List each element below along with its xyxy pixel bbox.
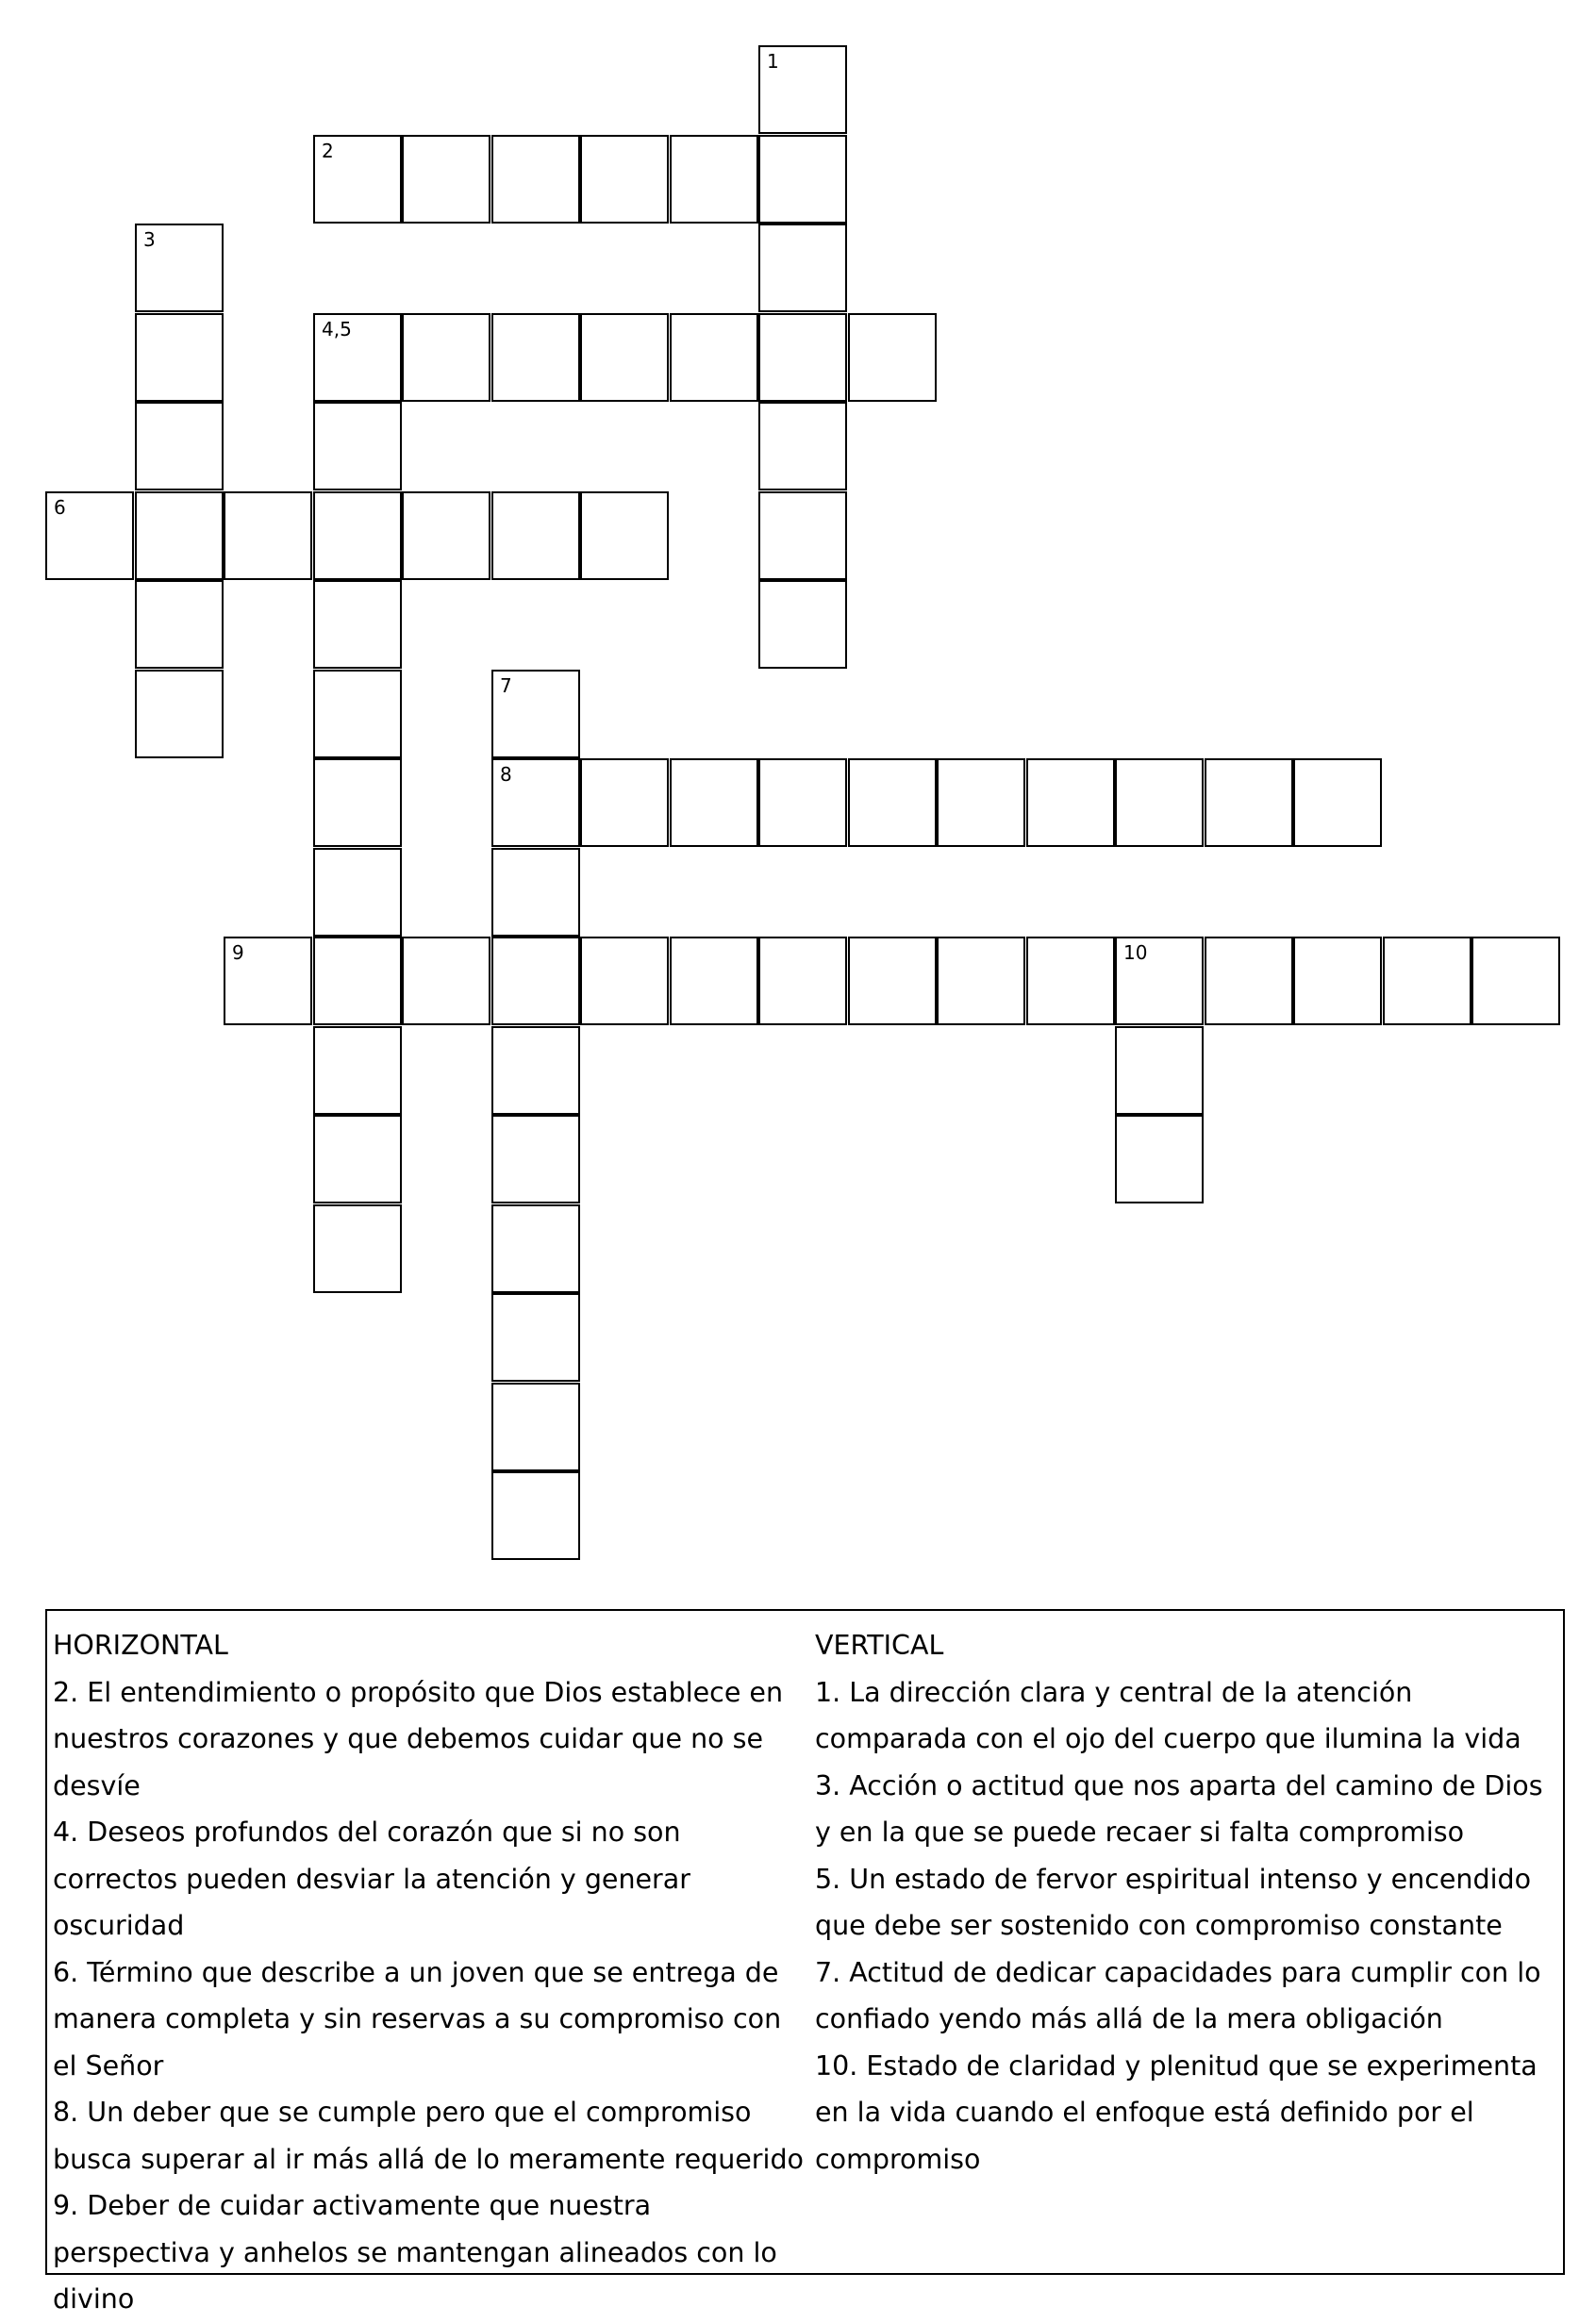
grid-cell[interactable] [402,937,490,1025]
grid-cell[interactable] [758,937,847,1025]
grid-cell[interactable] [848,758,937,847]
vertical-clues [815,1622,1562,2182]
grid-cell[interactable] [313,937,402,1025]
grid-cell[interactable] [758,224,847,312]
grid-cell[interactable] [491,758,580,847]
clue-number: 3 [143,228,156,251]
grid-cell[interactable] [758,580,847,669]
clue-horizontal-2: 2. El entendimiento o propósito que Dios establece en nuestros corazones y que debemos cuidar que no se desvíe [53,1676,784,1801]
clue-horizontal-4: 4. Deseos profundos del corazón que si no son correctos pueden desviar la atención y generar oscuridad [53,1817,690,1941]
vertical-heading: VERTICAL [815,1630,944,1661]
clue-vertical-5: 5. Un estado de fervor espiritual intenso y encendido que debe ser sostenido con compromiso constante [815,1863,1532,1941]
grid-cell[interactable] [937,758,1025,847]
grid-cell[interactable] [848,313,937,402]
grid-cell[interactable] [135,670,224,758]
grid-cell[interactable] [491,670,580,758]
clue-number: 7 [500,674,512,697]
grid-cell[interactable] [670,135,758,224]
grid-cell[interactable] [491,848,580,937]
clue-number: 9 [232,941,244,964]
grid-cell[interactable] [402,491,490,580]
grid-cell[interactable] [1026,758,1115,847]
clue-vertical-10: 10. Estado de claridad y plenitud que se experimenta en la vida cuando el enfoque está definido por el compromiso [815,2049,1538,2175]
clue-horizontal-8: 8. Un deber que se cumple pero que el compromiso busca superar al ir más allá de lo meramente requerido [53,2097,804,2175]
grid-cell[interactable] [1471,937,1560,1025]
horizontal-clues [53,1622,807,2323]
grid-cell[interactable] [313,1204,402,1293]
grid-cell[interactable] [580,937,669,1025]
grid-cell[interactable] [313,135,402,224]
grid-cell[interactable] [491,1471,580,1560]
grid-cell[interactable] [491,1204,580,1293]
grid-cell[interactable] [45,491,134,580]
grid-cell[interactable] [491,937,580,1025]
grid-cell[interactable] [580,135,669,224]
grid-cell[interactable] [313,848,402,937]
grid-cell[interactable] [402,135,490,224]
grid-cell[interactable] [1115,1115,1204,1203]
clue-number: 8 [500,763,512,786]
clue-number: 1 [767,50,779,73]
grid-cell[interactable] [670,313,758,402]
grid-cell[interactable] [1115,937,1204,1025]
clue-number: 6 [54,496,66,519]
grid-cell[interactable] [491,1115,580,1203]
horizontal-heading: HORIZONTAL [53,1630,228,1661]
grid-cell[interactable] [224,937,312,1025]
grid-cell[interactable] [758,491,847,580]
grid-cell[interactable] [1383,937,1471,1025]
grid-cell[interactable] [313,313,402,402]
clue-vertical-3: 3. Acción o actitud que nos aparta del camino de Dios y en la que se puede recaer si falta compromiso [815,1769,1543,1848]
grid-cell[interactable] [1293,937,1382,1025]
grid-cell[interactable] [758,45,847,134]
grid-cell[interactable] [670,758,758,847]
grid-cell[interactable] [491,1026,580,1115]
grid-cell[interactable] [1026,937,1115,1025]
grid-cell[interactable] [313,1026,402,1115]
clue-horizontal-6: 6. Término que describe a un joven que se entrega de manera completa y sin reservas a su compromiso con el Señor [53,1956,782,2082]
grid-cell[interactable] [224,491,312,580]
grid-cell[interactable] [135,402,224,490]
grid-cell[interactable] [1115,758,1204,847]
clue-vertical-1: 1. La dirección clara y central de la atención comparada con el ojo del cuerpo que ilumina la vida [815,1676,1521,1754]
grid-cell[interactable] [313,491,402,580]
grid-cell[interactable] [1205,758,1293,847]
grid-cell[interactable] [580,313,669,402]
grid-cell[interactable] [135,491,224,580]
grid-cell[interactable] [1115,1026,1204,1115]
grid-cell[interactable] [758,402,847,490]
clue-number: 4,5 [322,318,352,340]
clue-number: 10 [1123,941,1148,964]
grid-cell[interactable] [491,313,580,402]
grid-cell[interactable] [135,224,224,312]
grid-cell[interactable] [848,937,937,1025]
clue-vertical-7: 7. Actitud de dedicar capacidades para cumplir con lo confiado yendo más allá de la mera obligación [815,1956,1541,2034]
grid-cell[interactable] [135,313,224,402]
grid-cell[interactable] [313,402,402,490]
grid-cell[interactable] [1205,937,1293,1025]
grid-cell[interactable] [670,937,758,1025]
grid-cell[interactable] [313,670,402,758]
grid-cell[interactable] [758,135,847,224]
grid-cell[interactable] [135,580,224,669]
grid-cell[interactable] [580,491,669,580]
grid-cell[interactable] [491,1383,580,1471]
grid-cell[interactable] [491,135,580,224]
grid-cell[interactable] [758,313,847,402]
grid-cell[interactable] [580,758,669,847]
grid-cell[interactable] [313,758,402,847]
grid-cell[interactable] [402,313,490,402]
grid-cell[interactable] [1293,758,1382,847]
grid-cell[interactable] [491,1293,580,1382]
grid-cell[interactable] [313,1115,402,1203]
clue-number: 2 [322,140,334,162]
grid-cell[interactable] [937,937,1025,1025]
clue-horizontal-9: 9. Deber de cuidar activamente que nuestra perspectiva y anhelos se mantengan alineados con lo divino [53,2190,777,2315]
grid-cell[interactable] [758,758,847,847]
clues-box [45,1609,1565,2315]
grid-cell[interactable] [313,580,402,669]
grid-cell[interactable] [491,491,580,580]
